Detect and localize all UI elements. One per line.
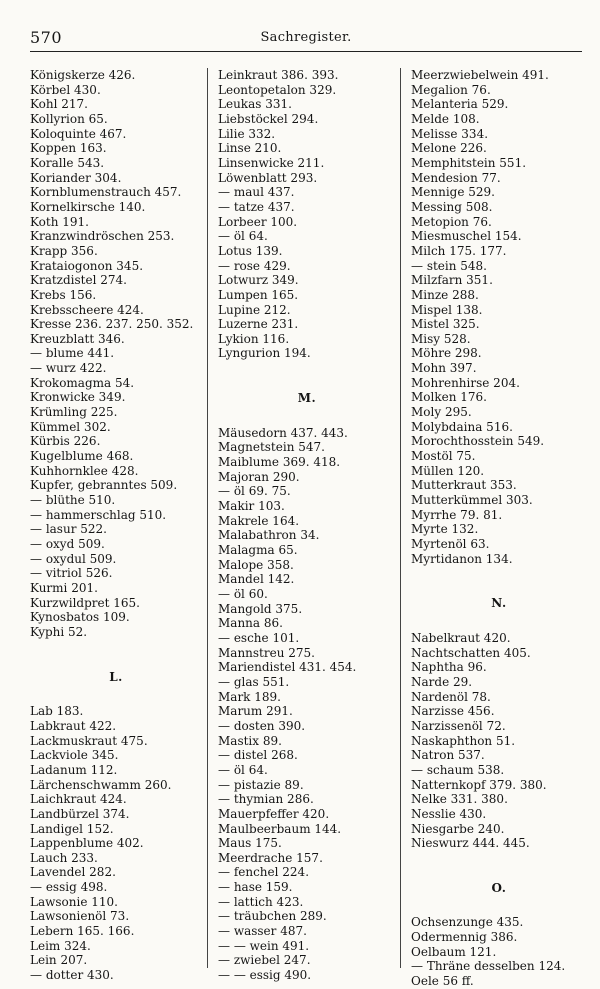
index-entry: Milch 175. 177.: [411, 243, 507, 258]
index-entry: Lavendel 282.: [30, 865, 116, 880]
index-entry: — öl 60.: [218, 587, 268, 601]
index-entry: Makir 103.: [218, 499, 285, 514]
index-entry: Liebstöckel 294.: [218, 111, 319, 126]
index-entry: — öl 64.: [218, 762, 268, 777]
index-entry: Melone 226.: [411, 141, 487, 156]
index-entry: Naphtha 96.: [411, 660, 487, 675]
index-entry: Koppen 163.: [30, 141, 107, 156]
index-entry: Naskaphthon 51.: [411, 733, 516, 748]
index-entry: Metopion 76.: [411, 214, 492, 229]
index-entry: — träubchen 289.: [218, 909, 327, 924]
index-entry: Koralle 543.: [30, 155, 105, 170]
index-entry: Meerdrache 157.: [218, 850, 323, 865]
index-entry: Mark 189.: [218, 689, 281, 704]
index-entry: Mistel 325.: [411, 317, 480, 332]
section-heading: N.: [491, 596, 507, 611]
index-entry: Meerzwiebelwein 491.: [411, 68, 549, 82]
index-entry: — essig 498.: [30, 880, 108, 895]
index-entry: Malagma 65.: [218, 543, 298, 558]
index-column-3: [411, 68, 587, 989]
index-entry: — lattich 423.: [218, 894, 304, 909]
index-column-1: [30, 68, 202, 983]
index-entry: Krokomagma 54.: [30, 375, 135, 390]
index-entry: Lilie 332.: [218, 126, 276, 141]
index-entry: Molken 176.: [411, 390, 487, 405]
index-entry: Mandel 142.: [218, 572, 295, 587]
index-entry: Moly 295.: [411, 405, 472, 420]
index-entry: Narzisse 456.: [411, 704, 495, 719]
index-entry: Lupine 212.: [218, 302, 291, 317]
index-entry: Maulbeerbaum 144.: [218, 821, 342, 836]
index-entry: Lackmuskraut 475.: [30, 733, 148, 748]
index-entry: Minze 288.: [411, 287, 479, 302]
index-entry: Kugelblume 468.: [30, 449, 134, 464]
index-entry: Oelbaum 121.: [411, 944, 497, 959]
index-entry: Laichkraut 424.: [30, 792, 127, 807]
index-entry: — öl 69. 75.: [218, 484, 291, 499]
index-entry: — blume 441.: [30, 346, 115, 361]
index-entry: Narzissenöl 72.: [411, 718, 506, 733]
index-entry: — distel 268.: [218, 748, 298, 763]
index-entry: Lauch 233.: [30, 850, 98, 865]
index-entry: Möhre 298.: [411, 346, 482, 361]
index-entry: Leim 324.: [30, 938, 91, 953]
index-entry: Labkraut 422.: [30, 718, 117, 733]
index-entry: Kümmel 302.: [30, 419, 111, 434]
index-entry: Misy 528.: [411, 331, 471, 346]
index-entry: — stein 548.: [411, 258, 487, 273]
index-entry: Kohl 217.: [30, 97, 88, 112]
index-entry: Luzerne 231.: [218, 317, 299, 332]
index-entry: — schaum 538.: [411, 762, 505, 777]
index-entry: Ochsenzunge 435.: [411, 915, 524, 930]
index-entry: Mispel 138.: [411, 302, 483, 317]
index-entry: Lawsonienöl 73.: [30, 909, 130, 924]
index-entry: Melde 108.: [411, 111, 480, 126]
index-entry: — dosten 390.: [218, 718, 306, 733]
index-entry: Odermennig 386.: [411, 930, 518, 945]
index-entry: — oxyd 509.: [30, 537, 105, 551]
index-entry: Krataiogonon 345.: [30, 258, 144, 273]
index-entry: Mangold 375.: [218, 601, 303, 616]
running-title: Sachregister.: [260, 30, 352, 45]
index-entry: Milzfarn 351.: [411, 273, 493, 288]
index-entry: Landbürzel 374.: [30, 806, 130, 821]
index-entry: Lackviole 345.: [30, 748, 119, 763]
section-heading: O.: [491, 880, 507, 895]
index-entry: Nardenöl 78.: [411, 689, 491, 704]
index-entry: Nachtschatten 405.: [411, 645, 531, 660]
index-entry: Kurzwildpret 165.: [30, 595, 140, 610]
index-entry: Mutterkümmel 303.: [411, 493, 533, 508]
index-entry: Makrele 164.: [218, 513, 300, 528]
index-entry: Mohrenhirse 204.: [411, 375, 520, 390]
index-entry: — pistazie 89.: [218, 777, 304, 792]
index-entry: Koriander 304.: [30, 170, 122, 185]
index-entry: Mäusedorn 437. 443.: [218, 425, 348, 440]
index-entry: Kürbis 226.: [30, 434, 101, 449]
index-entry: Natron 537.: [411, 748, 485, 763]
index-entry: Mariendistel 431. 454.: [218, 660, 357, 675]
index-entry: Kranzwindröschen 253.: [30, 229, 175, 244]
index-entry: Morochthosstein 549.: [411, 434, 545, 449]
index-entry: Mennige 529.: [411, 185, 495, 200]
index-entry: — oxydul 509.: [30, 551, 117, 566]
index-entry: Königskerze 426.: [30, 68, 136, 82]
index-entry: Kratzdistel 274.: [30, 273, 127, 288]
index-entry: Leontopetalon 329.: [218, 82, 337, 97]
index-entry: Kynosbatos 109.: [30, 610, 130, 625]
index-column-2: [218, 68, 396, 983]
index-entry: Kornelkirsche 140.: [30, 199, 146, 214]
index-entry: Maiblume 369. 418.: [218, 455, 341, 470]
column-divider: [400, 68, 401, 968]
index-entry: Linsenwicke 211.: [218, 155, 325, 170]
index-entry: — vitriol 526.: [30, 566, 113, 581]
index-entry: Myrtenöl 63.: [411, 537, 490, 551]
index-entry: Myrte 132.: [411, 522, 479, 537]
index-entry: Ladanum 112.: [30, 762, 118, 777]
index-entry: Körbel 430.: [30, 82, 101, 97]
index-entry: Nabelkraut 420.: [411, 630, 511, 645]
index-entry: Manna 86.: [218, 616, 283, 631]
index-entry: Miesmuschel 154.: [411, 229, 522, 244]
index-entry: Lotus 139.: [218, 243, 283, 258]
column-divider: [207, 68, 208, 968]
index-entry: Magnetstein 547.: [218, 440, 325, 455]
index-entry: — wasser 487.: [218, 924, 307, 939]
index-entry: — öl 64.: [218, 229, 268, 244]
index-entry: Lotwurz 349.: [218, 273, 299, 288]
index-entry: Mendesion 77.: [411, 170, 501, 185]
index-entry: Malope 358.: [218, 557, 294, 572]
index-entry: Kurmi 201.: [30, 580, 98, 595]
index-entry: Mostöl 75.: [411, 449, 476, 464]
index-entry: Myrrhe 79. 81.: [411, 507, 503, 522]
index-entry: — wurz 422.: [30, 361, 107, 376]
index-entry: Mohn 397.: [411, 361, 477, 376]
index-entry: Majoran 290.: [218, 469, 300, 484]
index-entry: — esche 101.: [218, 630, 300, 645]
index-entry: Lebern 165. 166.: [30, 924, 135, 939]
index-entry: Kuhhornklee 428.: [30, 463, 139, 478]
header-rule: [30, 51, 582, 52]
index-entry: Nesslie 430.: [411, 806, 487, 821]
index-entry: Lawsonie 110.: [30, 894, 118, 909]
index-entry: Koth 191.: [30, 214, 89, 229]
index-entry: Maus 175.: [218, 836, 282, 851]
index-entry: Megalion 76.: [411, 82, 491, 97]
index-entry: Lykion 116.: [218, 331, 290, 346]
index-entry: — thymian 286.: [218, 792, 314, 807]
index-entry: — blüthe 510.: [30, 493, 116, 508]
index-entry: Marum 291.: [218, 704, 293, 719]
index-entry: — — essig 490.: [218, 968, 312, 983]
index-entry: — glas 551.: [218, 674, 290, 689]
index-entry: — Thräne desselben 124.: [411, 959, 566, 974]
index-entry: — — wein 491.: [218, 938, 310, 953]
index-entry: — lasur 522.: [30, 522, 107, 537]
index-entry: Lärchenschwamm 260.: [30, 777, 172, 792]
index-entry: Krümling 225.: [30, 405, 118, 420]
index-entry: Mutterkraut 353.: [411, 478, 517, 493]
index-entry: Oele 56 ff.: [411, 974, 474, 989]
section-heading: M.: [297, 391, 317, 406]
index-entry: — fenchel 224.: [218, 865, 310, 880]
index-entry: Niesgarbe 240.: [411, 821, 505, 836]
index-entry: Kronwicke 349.: [30, 390, 126, 405]
index-entry: Myrtidanon 134.: [411, 551, 513, 566]
index-entry: Natternkopf 379. 380.: [411, 777, 547, 792]
index-entry: — hase 159.: [218, 880, 293, 895]
index-entry: Malabathron 34.: [218, 528, 320, 543]
index-entry: Kupfer, gebranntes 509.: [30, 478, 178, 493]
index-entry: Lab 183.: [30, 704, 84, 719]
index-entry: Lyngurion 194.: [218, 346, 311, 361]
index-entry: — maul 437.: [218, 185, 295, 200]
index-entry: Kollyrion 65.: [30, 111, 108, 126]
index-entry: Löwenblatt 293.: [218, 170, 318, 185]
index-entry: Mastix 89.: [218, 733, 282, 748]
index-entry: Lorbeer 100.: [218, 214, 298, 229]
index-entry: — dotter 430.: [30, 968, 114, 983]
index-entry: Müllen 120.: [411, 463, 485, 478]
index-entry: Kyphi 52.: [30, 624, 88, 639]
section-heading: L.: [109, 669, 123, 684]
index-entry: Molybdaina 516.: [411, 419, 513, 434]
index-entry: — rose 429.: [218, 258, 291, 273]
index-entry: — zwiebel 247.: [218, 953, 311, 968]
index-entry: — tatze 437.: [218, 199, 295, 214]
index-entry: Leukas 331.: [218, 97, 292, 112]
index-entry: Mannstreu 275.: [218, 645, 315, 660]
index-entry: Kresse 236. 237. 250. 352.: [30, 317, 194, 332]
index-entry: Kornblumenstrauch 457.: [30, 185, 182, 200]
index-entry: Mauerpfeffer 420.: [218, 806, 330, 821]
index-entry: Lappenblume 402.: [30, 836, 144, 851]
index-entry: Lumpen 165.: [218, 287, 299, 302]
index-entry: Kreuzblatt 346.: [30, 331, 125, 346]
index-entry: — hammerschlag 510.: [30, 507, 167, 522]
index-entry: Koloquinte 467.: [30, 126, 127, 141]
index-entry: Krebs 156.: [30, 287, 97, 302]
index-entry: Memphitstein 551.: [411, 155, 527, 170]
index-entry: Messing 508.: [411, 199, 493, 214]
index-entry: Narde 29.: [411, 674, 473, 689]
index-entry: Nelke 331. 380.: [411, 792, 508, 807]
index-entry: Krebsscheere 424.: [30, 302, 144, 317]
index-entry: Melisse 334.: [411, 126, 489, 141]
index-entry: Nieswurz 444. 445.: [411, 836, 530, 851]
index-entry: Melanteria 529.: [411, 97, 509, 112]
index-entry: Landigel 152.: [30, 821, 114, 836]
index-entry: Linse 210.: [218, 141, 282, 156]
index-entry: Lein 207.: [30, 953, 88, 968]
index-entry: Krapp 356.: [30, 243, 98, 258]
index-entry: Leinkraut 386. 393.: [218, 68, 339, 82]
page-number: 570: [30, 28, 63, 47]
